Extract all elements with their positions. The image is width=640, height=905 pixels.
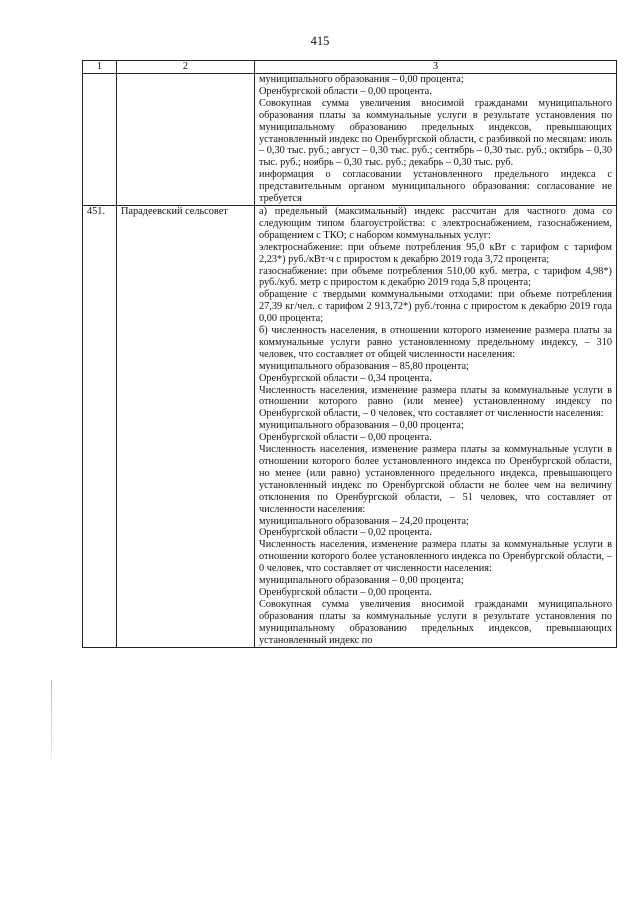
text-paragraph: Совокупная сумма увеличения вносимой гражданами муниципального образования платы за коммунальные услуги в результате установления по муниципальному образованию предельных индексов, превышающих установленный индекс по bbox=[259, 598, 612, 646]
scan-artifact bbox=[51, 680, 52, 760]
table-row bbox=[83, 205, 617, 647]
text-line: Оренбургской области – 0,00 процента. bbox=[259, 432, 432, 444]
text-paragraph: Численность населения, изменение размера платы за коммунальные услуги в отношении которого более установленного индекса по Оренбургской области, – 0 человек, что составляет от численности населения: bbox=[259, 539, 612, 575]
text-paragraph: б) численность населения, в отношении которого изменение размера платы за коммунальные услуги равно установленному предельному индексу, – 310 человек, что составляет от общей численности населения: bbox=[259, 325, 612, 360]
cell-description bbox=[255, 74, 617, 206]
cell-description bbox=[255, 205, 617, 647]
text-paragraph: Совокупная сумма увеличения вносимой гражданами муниципального образования платы за коммунальные услуги в результате установления по муниципальному образованию предельных индексов, превышающих установленный индекс по Оренбургской области, с разбивкой по месяцам: июль – 0,30 тыс. руб.; август – 0,30 тыс. руб.; сентябрь – 0,30 тыс. руб.; октябрь – 0,30 тыс. руб.; ноябрь – 0,30 тыс. руб.; декабрь – 0,30 тыс. руб. bbox=[259, 97, 612, 169]
page-number: 415 bbox=[310, 34, 330, 48]
header-col-1: 1 bbox=[83, 61, 117, 74]
table-header-row bbox=[83, 61, 617, 74]
text-paragraph: газоснабжение: при объеме потребления 510,00 куб. метра, с тарифом 4,98*) руб./куб. метр с приростом к декабрю 2019 года 5,8 процента; bbox=[259, 265, 612, 289]
text-paragraph: а) предельный (максимальный) индекс рассчитан для частного дома со следующим типом благоустройства: с электроснабжением, газоснабжением, обращением с ТКО; с набором коммунальных услуг: bbox=[259, 205, 612, 241]
header-col-3: 3 bbox=[255, 61, 617, 74]
text-paragraph: информация о согласовании установленного предельного индекса с представительным органом муниципального образования: согласование не требуется bbox=[259, 169, 612, 205]
text-line: Оренбургской области – 0,00 процента. bbox=[259, 85, 432, 97]
document-table bbox=[82, 60, 617, 648]
municipality-name: Парадеевский сельсовет bbox=[117, 205, 255, 647]
text-line: муниципального образования – 0,00 процента; bbox=[259, 575, 464, 587]
header-col-2: 2 bbox=[117, 61, 255, 74]
text-line: Оренбургской области – 0,00 процента. bbox=[259, 586, 432, 598]
cell-name-empty bbox=[117, 74, 255, 206]
text-line: Оренбургской области – 0,02 процента. bbox=[259, 527, 432, 539]
text-paragraph: обращение с твердыми коммунальными отходами: при объеме потребления 27,39 кг/чел. с тарифом 2 913,72*) руб./тонна с приростом к декабрю 2019 года 0,00 процента; bbox=[259, 289, 612, 325]
text-line: муниципального образования – 24,20 процента; bbox=[259, 515, 469, 527]
text-paragraph: Численность населения, изменение размера платы за коммунальные услуги в отношении которого равно (или менее) установленному индексу по Оренбургской области, – 0 человек, что составляет от численности населения: bbox=[259, 384, 612, 420]
row-number: 451. bbox=[83, 205, 117, 647]
table-row-continued bbox=[83, 74, 617, 206]
text-line: муниципального образования – 0,00 процента; bbox=[259, 420, 464, 432]
text-line: муниципального образования – 0,00 процента; bbox=[259, 74, 464, 85]
text-paragraph: электроснабжение: при объеме потребления 95,0 кВт с тарифом с тарифом 2,23*) руб./кВт·ч с приростом к декабрю 2019 года 3,72 процента; bbox=[259, 241, 612, 265]
text-line: муниципального образования – 85,80 процента; bbox=[259, 360, 469, 372]
cell-number-empty bbox=[83, 74, 117, 206]
text-line: Оренбургской области – 0,34 процента. bbox=[259, 372, 432, 384]
text-paragraph: Численность населения, изменение размера платы за коммунальные услуги в отношении которого более установленного индекса по Оренбургской области, но менее (или равно) установленного предельного индекса, превышающего установленный индекс по Оренбургской области не более чем на величину отклонения по Оренбургской области, – 51 человек, что составляет от численности населения: bbox=[259, 444, 612, 515]
